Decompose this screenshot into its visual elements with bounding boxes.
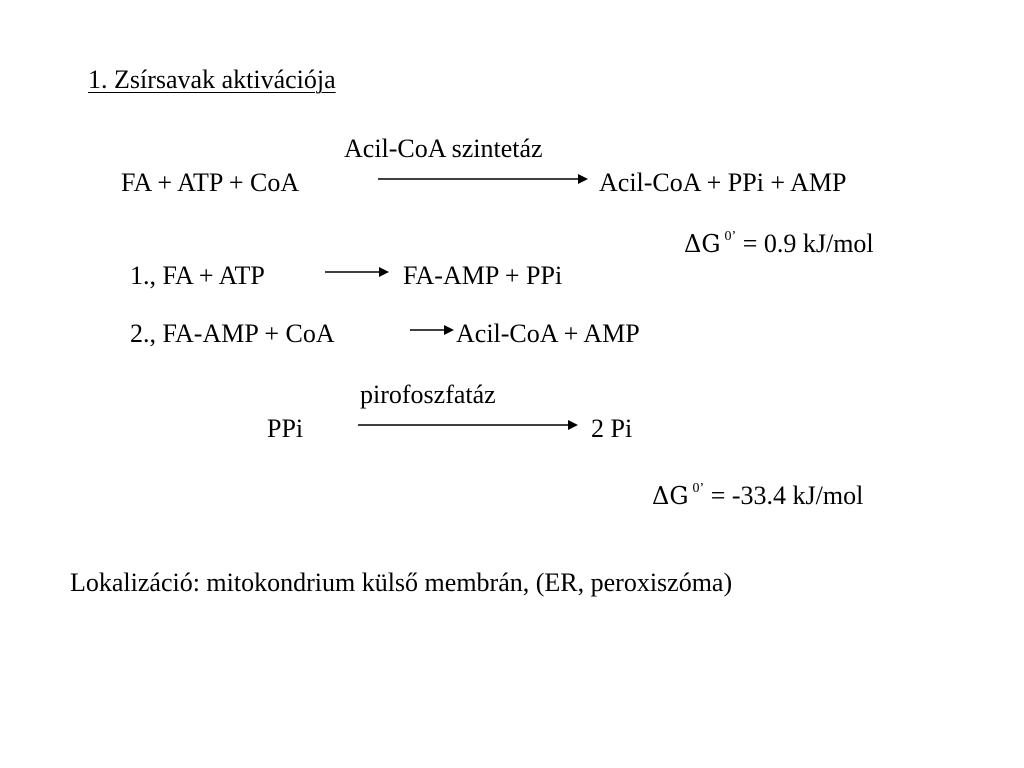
reaction1-arrow (378, 172, 590, 186)
delta-g-symbol: ΔG (652, 482, 689, 510)
reaction2-reactant: PPi (267, 414, 304, 443)
reaction2-free-energy (652, 483, 863, 509)
enzyme-label-acyl-coa-synthetase: Acil-CoA szintetáz (344, 134, 543, 163)
slide-title: 1. Zsírsavak aktivációja (88, 65, 336, 94)
step1-arrow (325, 265, 391, 279)
reaction1-dg-value: = 0.9 kJ/mol (742, 229, 874, 258)
enzyme-label-pyrophosphatase: pirofoszfatáz (360, 380, 496, 409)
reaction1-products: Acil-CoA + PPi + AMP (599, 168, 847, 197)
step2-reactants: 2., FA-AMP + CoA (130, 319, 335, 348)
standard-state-superscript: 0’ (724, 229, 737, 245)
localization-note: Lokalizáció: mitokondrium külső membrán, (ER, peroxiszóma) (70, 568, 733, 597)
reaction2-arrow (358, 418, 580, 432)
step1-reactants: 1., FA + ATP (130, 261, 265, 290)
step2-arrow (410, 323, 456, 337)
reaction2-products: 2 Pi (591, 414, 633, 443)
standard-state-superscript: 0’ (692, 481, 705, 497)
step2-products: Acil-CoA + AMP (456, 319, 640, 348)
reaction2-dg-value: = -33.4 kJ/mol (710, 481, 864, 510)
step1-products: FA-AMP + PPi (403, 261, 563, 290)
delta-g-symbol: ΔG (684, 230, 721, 258)
reaction1-free-energy (684, 231, 874, 257)
reaction1-reactants: FA + ATP + CoA (121, 168, 300, 197)
